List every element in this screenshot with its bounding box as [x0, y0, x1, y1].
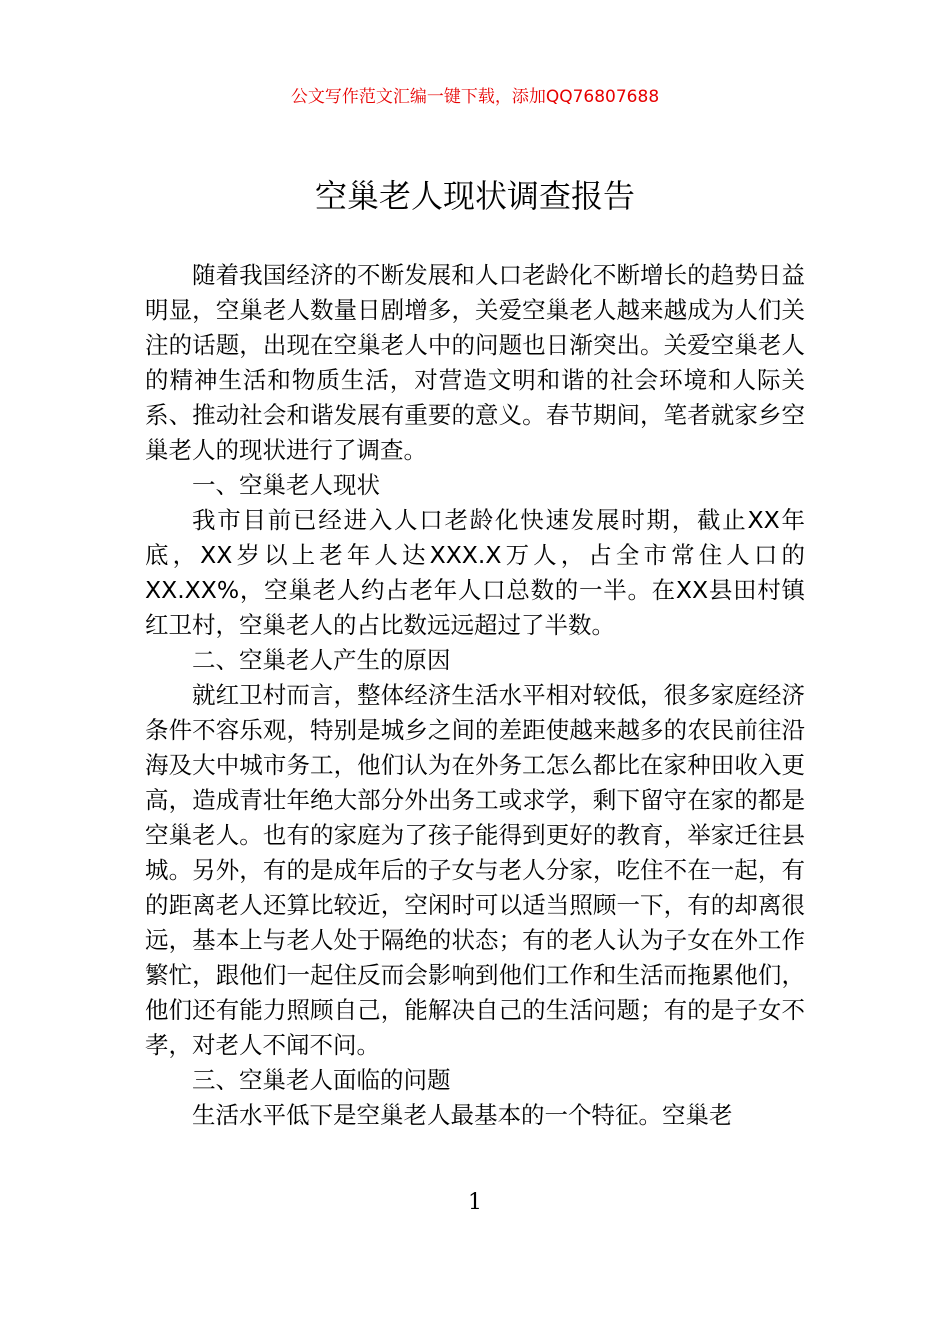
document-title: 空巢老人现状调查报告	[314, 177, 635, 215]
section-3-paragraph: 生活水平低下是空巢老人最基本的一个特征。空巢老	[192, 1101, 733, 1129]
section-heading-1: 一、空巢老人现状	[192, 471, 380, 499]
section-2-paragraph: 就红卫村而言，整体经济生活水平相对较低，很多家庭经济条件不容乐观，特别是城乡之间的差距使越来越多的农民前往沿海及大中城市务工，他们认为在外务工怎么都比在家种田收入更高，造成青壮年绝大部分外出务工或求学，剩下留守在家的都是空巢老人。也有的家庭为了孩子能得到更好的教育，举家迁往县城。另外，有的是成年后的子女与老人分家，吃住不在一起，有的距离老人还算比较近，空闲时可以适当照顾一下，有的却离很远，基本上与老人处于隔绝的状态；有的老人认为子女在外工作繁忙，跟他们一起住反而会影响到他们工作和生活而拖累他们，他们还有能力照顾自己，能解决自己的生活问题；有的是子女不孝，对老人不闻不问。	[145, 681, 805, 1059]
intro-paragraph: 随着我国经济的不断发展和人口老龄化不断增长的趋势日益明显，空巢老人数量日剧增多，关爱空巢老人越来越成为人们关注的话题，出现在空巢老人中的问题也日渐突出。关爱空巢老人的精神生活和物质生活，对营造文明和谐的社会环境和人际关系、推动社会和谐发展有重要的意义。春节期间，笔者就家乡空巢老人的现状进行了调查。	[145, 261, 805, 464]
section-heading-3: 三、空巢老人面临的问题	[192, 1066, 451, 1094]
section-heading-2: 二、空巢老人产生的原因	[192, 646, 451, 674]
section-1-paragraph: 我市目前已经进入人口老龄化快速发展时期，截止XX年底，XX岁以上老年人达XXX.X万人，占全市常住人口的XX.XX%，空巢老人约占老年人口总数的一半。在XX县田村镇红卫村，空巢老人的占比数远远超过了半数。	[145, 506, 805, 639]
header-note: 公文写作范文汇编一键下载，添加QQ76807688	[290, 87, 660, 107]
document-body	[145, 258, 805, 1133]
page-number: 1	[468, 1190, 482, 1215]
